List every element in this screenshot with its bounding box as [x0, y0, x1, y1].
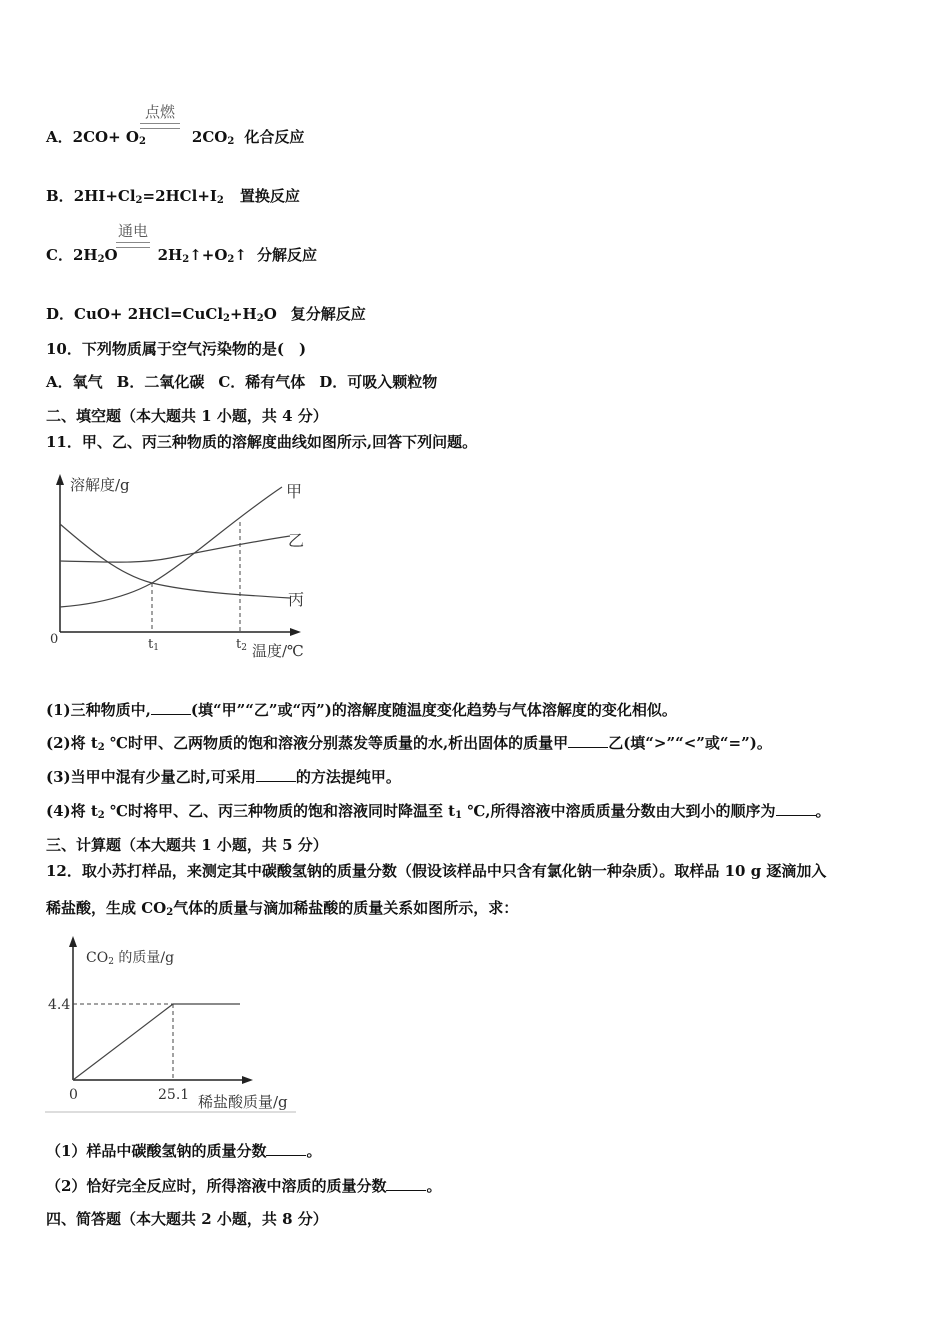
- co2-mass-chart: [0, 900, 950, 1130]
- option-label: B．: [46, 187, 74, 205]
- y-axis-arrow-icon: [56, 474, 64, 485]
- svg-text:丙: 丙: [288, 590, 305, 609]
- svg-text:0: 0: [69, 1087, 78, 1103]
- q11-stem: 11．甲、乙、丙三种物质的溶解度曲线如图所示,回答下列问题。: [46, 433, 478, 451]
- y-axis-arrow-icon: [69, 936, 77, 947]
- co2-line-rising: [73, 1004, 173, 1080]
- answer-blank[interactable]: [386, 1176, 426, 1191]
- q12-sub1: （1）样品中碳酸氢钠的质量分数 。: [46, 1142, 322, 1160]
- section-2-title: 二、填空题（本大题共 1 小题，共 4 分）: [46, 407, 328, 425]
- equation-rhs: $2CO_2$: [191, 128, 235, 147]
- answer-blank[interactable]: [776, 801, 816, 816]
- answer-blank[interactable]: [266, 1141, 306, 1156]
- curve-yi: [60, 536, 290, 562]
- equation-rhs: $2H_2↑+O_2↑$: [157, 246, 247, 265]
- reaction-type: 复分解反应: [290, 305, 366, 323]
- q9-option-c: [46, 245, 317, 270]
- q9-option-a: [46, 127, 304, 152]
- equation-lhs: $2CO+ O_2$: [72, 128, 146, 147]
- q11-sub4: (4)将 $t_2$ ℃时将甲、乙、丙三种物质的饱和溶液同时降温至 $t_1$ ℃,所得溶液中溶质质量分数由大到小的顺序为 。: [46, 802, 831, 821]
- equation-lhs: $2H_2O$: [72, 246, 118, 265]
- equation: $CuO+ 2HCl=CuCl_2+H_2O$: [74, 305, 277, 324]
- reaction-condition-electrolysis: 通电: [116, 220, 150, 248]
- q11-sub1: (1)三种物质中, (填“甲”“乙”或“丙”)的溶解度随温度变化趋势与气体溶解度的变化相似。: [46, 701, 677, 719]
- reaction-condition-ignite: 点燃: [140, 101, 180, 129]
- q11-sub2: (2)将 $t_2$ ℃时甲、乙两物质的饱和溶液分别蒸发等质量的水,析出固体的质量甲 乙(填“>”“<”或“=”)。: [46, 734, 772, 753]
- svg-text:t2: t2: [236, 637, 247, 653]
- option-label: A．: [46, 128, 73, 146]
- answer-blank[interactable]: [151, 700, 191, 715]
- svg-text:温度/℃: 温度/℃: [252, 642, 304, 660]
- svg-text:乙: 乙: [288, 531, 305, 550]
- equation: $2HI+Cl_2=2HCl+I_2$: [73, 187, 224, 206]
- reaction-type: 置换反应: [239, 187, 300, 205]
- reaction-type: 化合反应: [244, 128, 305, 146]
- option-label: C．: [46, 246, 73, 264]
- q12-stem-line2: 稀盐酸，生成 $CO_2$气体的质量与滴加稀盐酸的质量关系如图所示，求：: [46, 899, 519, 918]
- curve-bing: [60, 524, 290, 598]
- option-label: D．: [46, 305, 75, 323]
- q10-option-d: D．可吸入颗粒物: [319, 373, 438, 391]
- svg-text:4.4: 4.4: [48, 997, 71, 1013]
- q9-option-d: [46, 304, 366, 329]
- svg-text:0: 0: [50, 632, 59, 647]
- q10-option-a: A．氧气: [46, 373, 103, 391]
- answer-blank[interactable]: [568, 733, 608, 748]
- reaction-type: 分解反应: [256, 246, 317, 264]
- answer-blank[interactable]: [256, 767, 296, 782]
- section-4-title: 四、简答题（本大题共 2 小题，共 8 分）: [46, 1210, 328, 1228]
- q12-stem-line1: 12．取小苏打样品，来测定其中碳酸氢钠的质量分数（假设该样品中只含有氯化钠一种杂质）。取样品 10 g 逐滴加入: [46, 862, 827, 880]
- q12-sub2: （2）恰好完全反应时，所得溶液中溶质的质量分数 。: [46, 1177, 442, 1195]
- x-axis-arrow-icon: [290, 628, 301, 636]
- svg-text:25.1: 25.1: [158, 1087, 190, 1103]
- q10-options: [46, 372, 437, 392]
- curve-jia: [60, 487, 282, 607]
- x-axis-arrow-icon: [242, 1076, 253, 1084]
- svg-text:CO2 的质量/g: CO2 的质量/g: [86, 950, 175, 967]
- svg-text:甲: 甲: [286, 482, 303, 501]
- section-3-title: 三、计算题（本大题共 1 小题，共 5 分）: [46, 836, 328, 854]
- q10-option-b: B．二氧化碳: [116, 373, 205, 391]
- q11-sub3: (3)当甲中混有少量乙时,可采用 的方法提纯甲。: [46, 768, 401, 786]
- q9-option-b: [46, 186, 300, 211]
- q10-option-c: C．稀有气体: [218, 373, 306, 391]
- svg-text:溶解度/g: 溶解度/g: [70, 476, 130, 494]
- svg-text:t1: t1: [148, 637, 159, 653]
- q10-stem: 10．下列物质属于空气污染物的是( ): [46, 340, 307, 358]
- svg-text:稀盐酸质量/g: 稀盐酸质量/g: [198, 1093, 288, 1111]
